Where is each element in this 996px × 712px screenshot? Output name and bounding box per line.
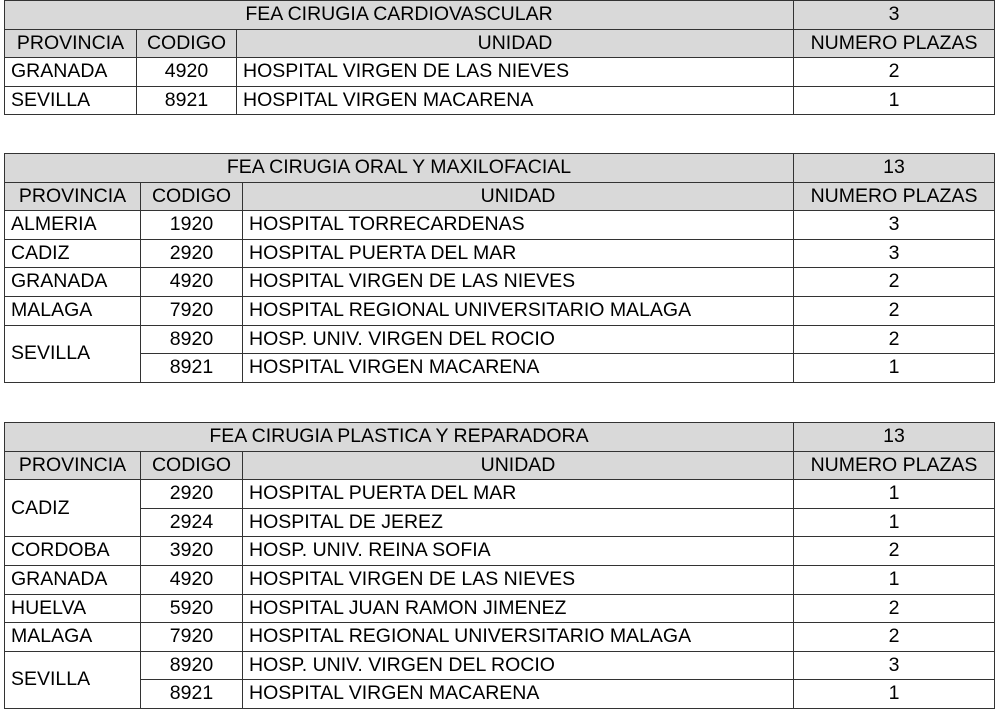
cell-unidad: HOSP. UNIV. VIRGEN DEL ROCIO (243, 651, 794, 680)
cell-unidad: HOSPITAL PUERTA DEL MAR (243, 239, 794, 268)
table-row (5, 58, 995, 87)
cell-unidad: HOSPITAL REGIONAL UNIVERSITARIO MALAGA (243, 623, 794, 652)
cell-unidad: HOSPITAL VIRGEN MACARENA (243, 680, 794, 709)
cell-codigo: 2924 (141, 508, 243, 537)
cell-unidad: HOSP. UNIV. REINA SOFIA (243, 537, 794, 566)
table-title-row (5, 1, 995, 30)
header-provincia: PROVINCIA (5, 29, 137, 58)
header-plazas: NUMERO PLAZAS (794, 451, 995, 480)
header-plazas: NUMERO PLAZAS (794, 29, 995, 58)
table-row (5, 651, 995, 680)
cell-unidad: HOSPITAL JUAN RAMON JIMENEZ (243, 594, 794, 623)
table-cirugia-plastica-reparadora (4, 422, 995, 709)
table-row (5, 325, 995, 354)
cell-plazas: 1 (794, 480, 995, 509)
cell-codigo: 2920 (141, 239, 243, 268)
cell-provincia: HUELVA (5, 594, 141, 623)
header-unidad: UNIDAD (243, 182, 794, 211)
cell-codigo: 4920 (141, 268, 243, 297)
cell-codigo: 4920 (141, 565, 243, 594)
cell-plazas: 2 (794, 268, 995, 297)
cell-provincia: MALAGA (5, 296, 141, 325)
cell-plazas: 3 (794, 239, 995, 268)
table-title: FEA CIRUGIA PLASTICA Y REPARADORA (5, 423, 794, 452)
cell-plazas: 2 (794, 623, 995, 652)
cell-provincia: SEVILLA (5, 325, 141, 382)
table-row (5, 537, 995, 566)
header-codigo: CODIGO (141, 182, 243, 211)
table-row (5, 480, 995, 509)
table-cirugia-oral-maxilofacial (4, 153, 995, 383)
table-total: 13 (794, 154, 995, 183)
cell-provincia: SEVILLA (5, 651, 141, 708)
cell-plazas: 1 (794, 354, 995, 383)
cell-codigo: 3920 (141, 537, 243, 566)
table-row (5, 211, 995, 240)
cell-codigo: 7920 (141, 296, 243, 325)
cell-plazas: 2 (794, 296, 995, 325)
table-row (5, 354, 995, 383)
header-provincia: PROVINCIA (5, 182, 141, 211)
table-title: FEA CIRUGIA CARDIOVASCULAR (5, 1, 794, 30)
cell-provincia: GRANADA (5, 268, 141, 297)
cell-provincia: CADIZ (5, 239, 141, 268)
cell-plazas: 2 (794, 594, 995, 623)
table-title: FEA CIRUGIA ORAL Y MAXILOFACIAL (5, 154, 794, 183)
cell-unidad: HOSPITAL TORRECARDENAS (243, 211, 794, 240)
cell-unidad: HOSPITAL VIRGEN DE LAS NIEVES (237, 58, 794, 87)
table-row (5, 86, 995, 115)
cell-codigo: 5920 (141, 594, 243, 623)
cell-unidad: HOSPITAL PUERTA DEL MAR (243, 480, 794, 509)
header-provincia: PROVINCIA (5, 451, 141, 480)
table-row (5, 594, 995, 623)
cell-plazas: 1 (794, 565, 995, 594)
table-total: 3 (794, 1, 995, 30)
table-row (5, 268, 995, 297)
cell-unidad: HOSPITAL DE JEREZ (243, 508, 794, 537)
cell-provincia: GRANADA (5, 58, 137, 87)
table-row (5, 239, 995, 268)
cell-provincia: SEVILLA (5, 86, 137, 115)
cell-provincia: GRANADA (5, 565, 141, 594)
table-total: 13 (794, 423, 995, 452)
table-title-row (5, 423, 995, 452)
table-header-row (5, 451, 995, 480)
cell-codigo: 7920 (141, 623, 243, 652)
table-title-row (5, 154, 995, 183)
table-row (5, 508, 995, 537)
table-row (5, 565, 995, 594)
table-row (5, 680, 995, 709)
cell-provincia: CADIZ (5, 480, 141, 537)
cell-unidad: HOSPITAL VIRGEN DE LAS NIEVES (243, 565, 794, 594)
cell-plazas: 1 (794, 680, 995, 709)
header-codigo: CODIGO (137, 29, 237, 58)
cell-codigo: 1920 (141, 211, 243, 240)
cell-plazas: 2 (794, 537, 995, 566)
cell-provincia: MALAGA (5, 623, 141, 652)
cell-provincia: CORDOBA (5, 537, 141, 566)
cell-unidad: HOSPITAL VIRGEN DE LAS NIEVES (243, 268, 794, 297)
cell-plazas: 2 (794, 58, 995, 87)
cell-codigo: 4920 (137, 58, 237, 87)
cell-codigo: 8921 (137, 86, 237, 115)
cell-provincia: ALMERIA (5, 211, 141, 240)
cell-plazas: 3 (794, 211, 995, 240)
table-header-row (5, 182, 995, 211)
header-codigo: CODIGO (141, 451, 243, 480)
cell-plazas: 2 (794, 325, 995, 354)
cell-codigo: 8921 (141, 680, 243, 709)
cell-unidad: HOSPITAL REGIONAL UNIVERSITARIO MALAGA (243, 296, 794, 325)
cell-unidad: HOSPITAL VIRGEN MACARENA (237, 86, 794, 115)
cell-plazas: 1 (794, 508, 995, 537)
table-header-row (5, 29, 995, 58)
cell-codigo: 8920 (141, 651, 243, 680)
header-plazas: NUMERO PLAZAS (794, 182, 995, 211)
cell-codigo: 8920 (141, 325, 243, 354)
cell-codigo: 2920 (141, 480, 243, 509)
table-cirugia-cardiovascular (4, 0, 995, 115)
cell-unidad: HOSP. UNIV. VIRGEN DEL ROCIO (243, 325, 794, 354)
table-row (5, 296, 995, 325)
table-row (5, 623, 995, 652)
cell-plazas: 1 (794, 86, 995, 115)
cell-unidad: HOSPITAL VIRGEN MACARENA (243, 354, 794, 383)
cell-plazas: 3 (794, 651, 995, 680)
header-unidad: UNIDAD (237, 29, 794, 58)
header-unidad: UNIDAD (243, 451, 794, 480)
cell-codigo: 8921 (141, 354, 243, 383)
